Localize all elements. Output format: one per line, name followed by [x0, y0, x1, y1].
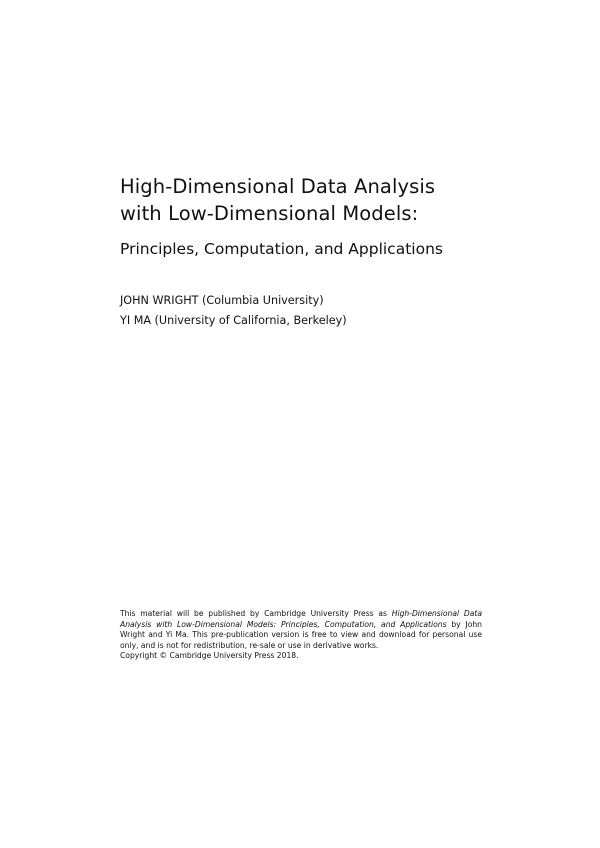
book-title — [120, 173, 540, 227]
notice-paragraph — [120, 609, 482, 651]
book-subtitle: Principles, Computation, and Applications — [120, 240, 443, 258]
notice-text-part-1: This material will be published by Cambridge University Press as — [120, 609, 392, 618]
author-yi-ma: YI MA (University of California, Berkeley) — [120, 314, 347, 327]
author-john-wright: JOHN WRIGHT (Columbia University) — [120, 294, 324, 307]
book-title-line-2: with Low-Dimensional Models: — [120, 202, 419, 225]
author-list — [120, 291, 347, 331]
notice-text-part-2: by John Wright and Yi Ma. This pre-publication version is free to view and download for personal use only, and is not for redistribution, re-sale or use in derivative works. — [120, 619, 482, 650]
book-title-line-1: High-Dimensional Data Analysis — [120, 175, 436, 198]
notice-book-title: High-Dimensional Data Analysis with Low-Dimensional Models: Principles, Computation, and Applications — [120, 609, 482, 629]
copyright-line: Copyright © Cambridge University Press 2018. — [120, 651, 299, 661]
publication-notice — [120, 609, 482, 662]
